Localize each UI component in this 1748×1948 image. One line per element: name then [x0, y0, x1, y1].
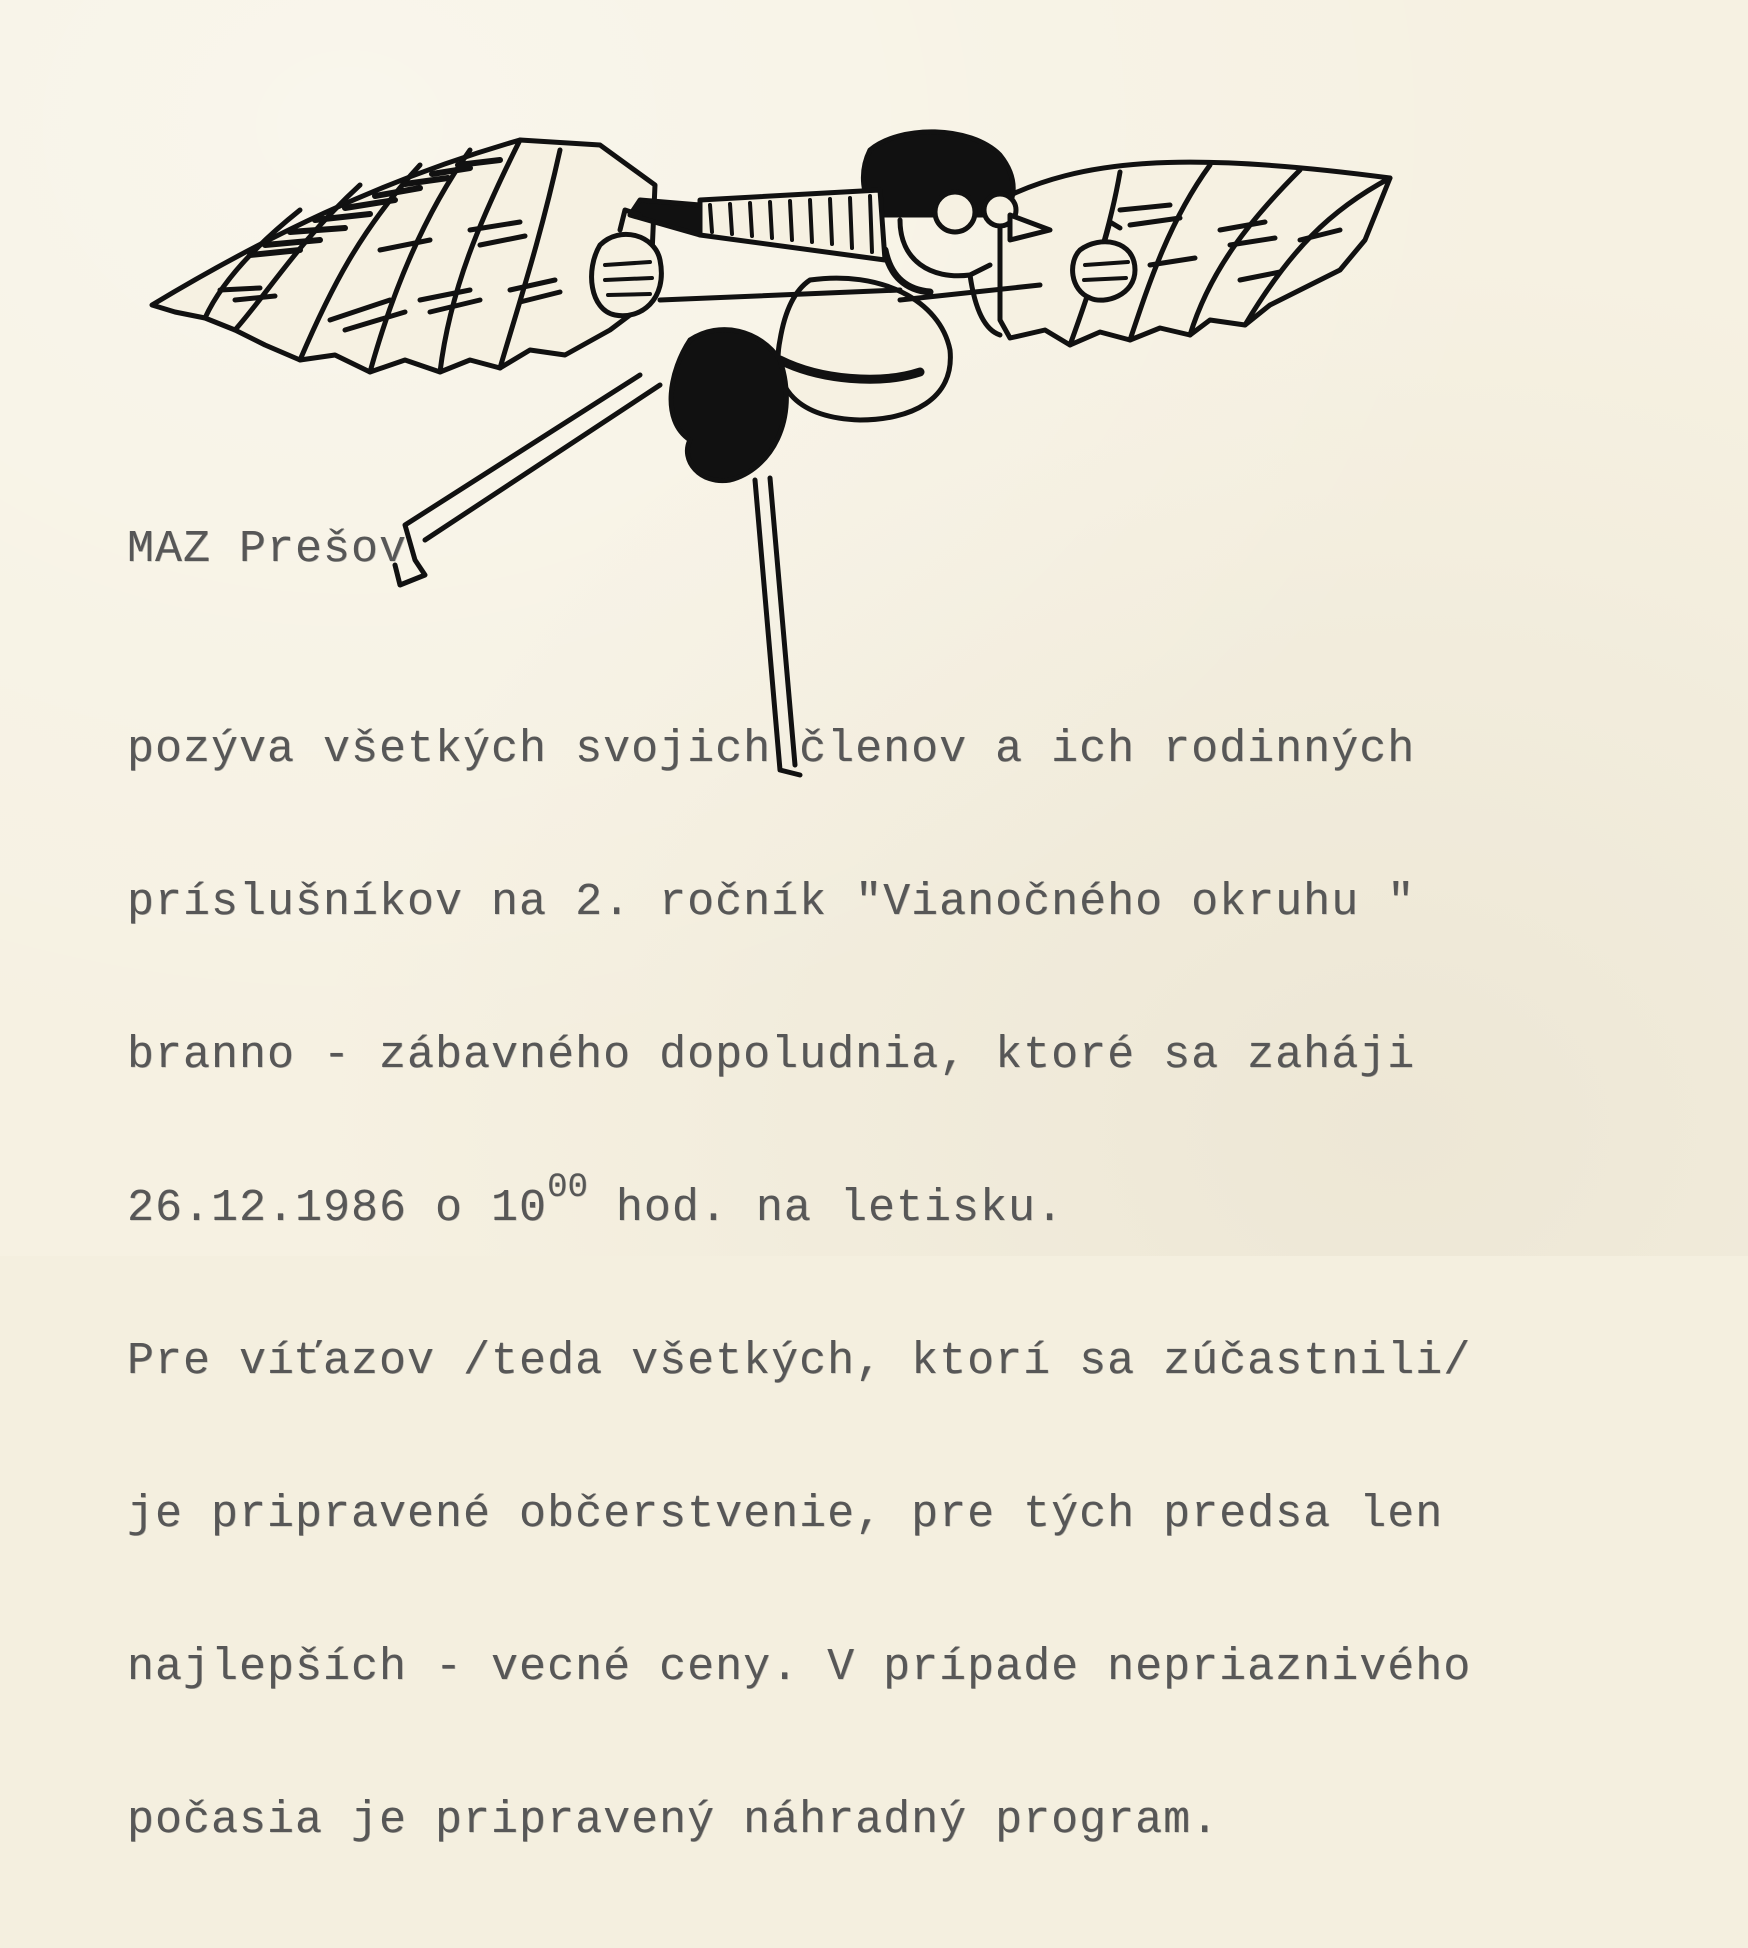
sender-heading: MAZ Prešov: [127, 524, 408, 575]
body-line-4: [127, 1169, 1471, 1234]
event-place: hod. na letisku.: [615, 1183, 1064, 1234]
event-time-superscript: 00: [547, 1169, 588, 1207]
body-line-7: najlepších - vecné ceny. V prípade nepriaznivého: [127, 1642, 1472, 1693]
invitation-body: [127, 622, 1471, 1948]
body-line-3: branno - zábavného dopoludnia, ktoré sa zaháji: [127, 1030, 1416, 1081]
body-line-8: počasia je pripravený náhradný program.: [127, 1795, 1220, 1846]
body-line-5: Pre víťazov /teda všetkých, ktorí sa zúčastnili/: [127, 1336, 1472, 1387]
event-date: 26.12.1986 o 10: [127, 1183, 548, 1234]
body-line-2: príslušníkov na 2. ročník "Vianočného okruhu ": [127, 877, 1416, 928]
body-line-6: je pripravené občerstvenie, pre tých predsa len: [127, 1489, 1444, 1540]
body-line-1: pozýva všetkých svojich členov a ich rodinných: [127, 724, 1416, 775]
